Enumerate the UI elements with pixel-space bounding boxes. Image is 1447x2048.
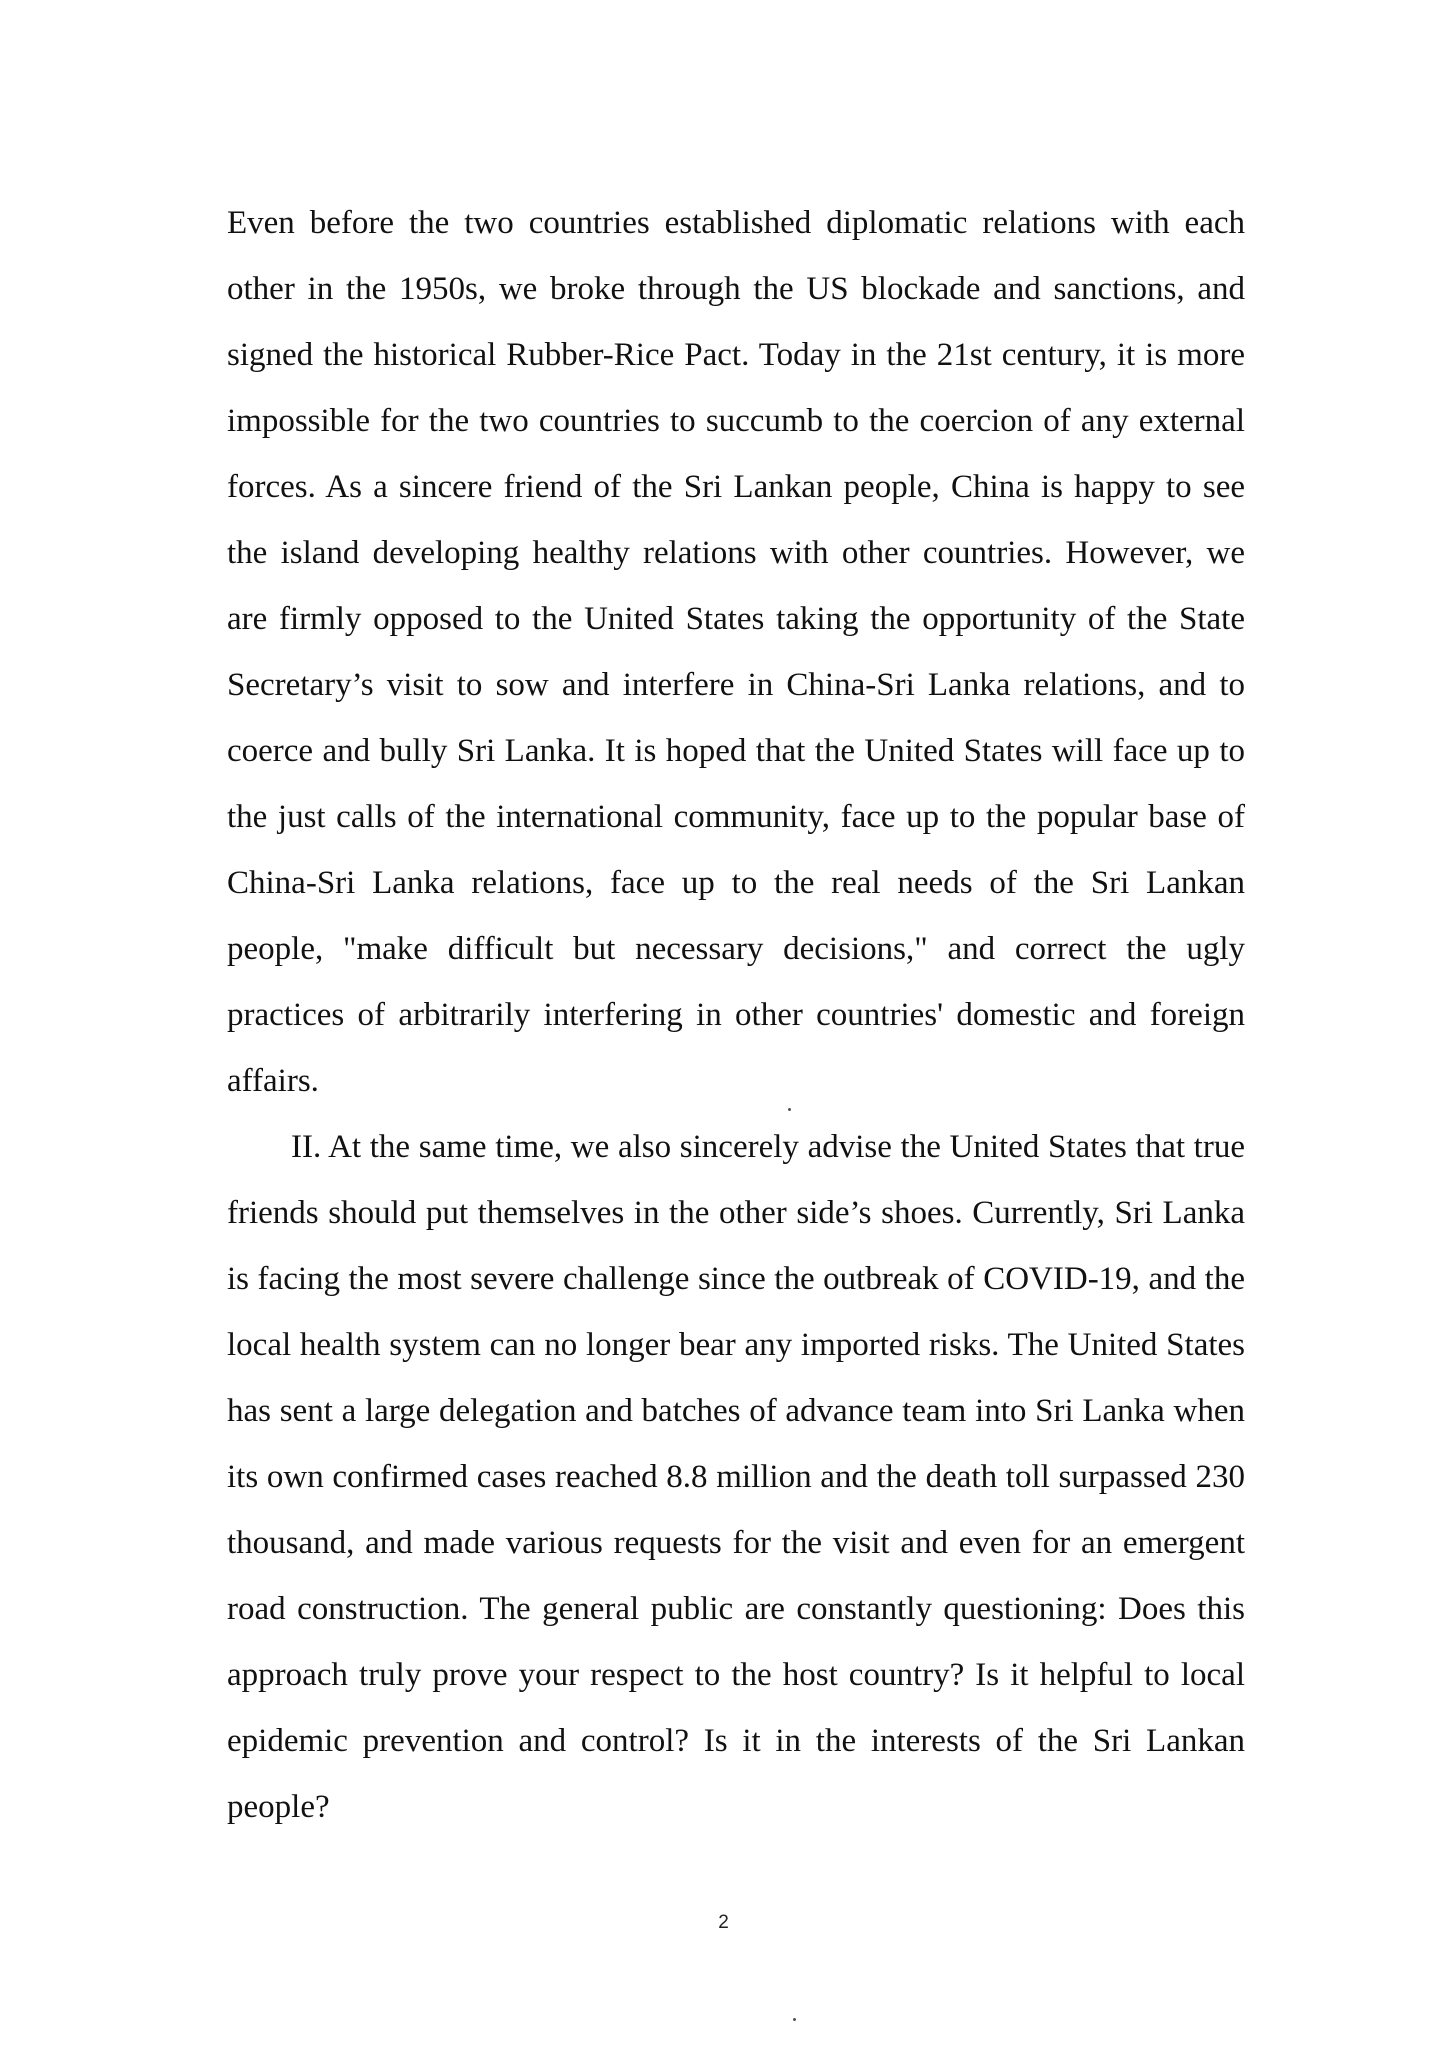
paragraph-2: II. At the same time, we also sincerely advise the United States that true friends should put themselves in the other side’s shoes. Currently, Sri Lanka is facing the most severe challenge since the outbreak of COVID-19, and the local health system can no longer bear any imported risks. The United States has sent a large delegation and batches of advance team into Sri Lanka when its own confirmed cases reached 8.8 million and the death toll surpassed 230 thousand, and made various requests for the visit and even for an emergent road construction. The general public are constantly questioning: Does this approach truly prove your respect to the host country? Is it helpful to local epidemic prevention and control? Is it in the interests of the Sri Lankan people? [227, 1129, 1245, 1825]
paragraph-1: Even before the two countries established diplomatic relations with each other in the 1950s, we broke through the US blockade and sanctions, and signed the historical Rubber-Rice Pact. Today in the 21st century, it is more impossible for the two countries to succumb to the coercion of any external forces. As a sincere friend of the Sri Lankan people, China is happy to see the island developing healthy relations with other countries. However, we are firmly opposed to the United States taking the opportunity of the State Secretary’s visit to sow and interfere in China-Sri Lanka relations, and to coerce and bully Sri Lanka. It is hoped that the United States will face up to the just calls of the international community, face up to the popular base of China-Sri Lanka relations, face up to the real needs of the Sri Lankan people, "make difficult but necessary decisions," and correct the ugly practices of arbitrarily interfering in other countries' domestic and foreign affairs. [227, 205, 1245, 1099]
document-body [227, 190, 1245, 1840]
scan-speck [788, 1108, 791, 1111]
page-number: 2 [718, 1912, 729, 1933]
scan-speck [793, 2018, 796, 2021]
